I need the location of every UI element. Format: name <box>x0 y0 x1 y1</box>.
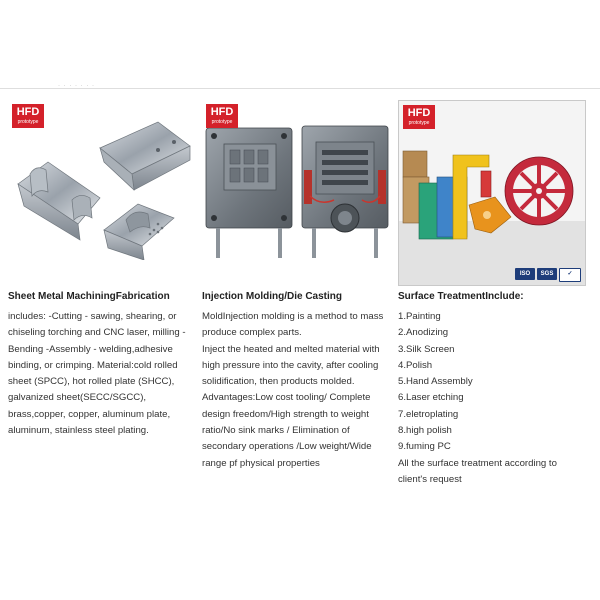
hfd-logo: HFD prototype <box>206 104 238 128</box>
service-description <box>8 309 200 439</box>
description-paragraph: includes: -Cutting - sawing, shearing, or chiseling torching and CNC laser, milling -Bending -Assembly - welding,adhesive binding, or crimping. Material:cold rolled sheet (SPCC), hot rolled plate (SHCC), galvanized sheet(SECC/SGCC), brass,copper, copper, aluminum plate, aluminum, stainless steel plating. <box>8 311 186 437</box>
sgs-cert-badge: SGS <box>537 268 557 280</box>
list-item: 5.Hand Assembly <box>398 376 473 388</box>
service-description <box>202 309 394 472</box>
list-item: 4.Polish <box>398 359 433 371</box>
list-item: 2.Anodizing <box>398 327 449 339</box>
service-title: Injection Molding/Die Casting <box>202 291 342 302</box>
injection-mold-photo[interactable] <box>202 100 390 260</box>
hfd-logo: HFD prototype <box>12 104 44 128</box>
quality-cert-icon: ✓ <box>559 268 581 282</box>
service-title: Sheet Metal MachiningFabrication <box>8 291 170 302</box>
service-card-injection-molding <box>202 100 394 472</box>
hfd-logo: HFD prototype <box>403 105 435 129</box>
list-item: 8.high polish <box>398 425 452 437</box>
description-paragraph: MoldInjection molding is a method to mass produce complex parts. <box>202 311 384 339</box>
service-card-surface-treatment <box>398 100 588 488</box>
list-item: 9.fuming PC <box>398 441 451 453</box>
certification-badges <box>515 268 581 282</box>
list-item: 6.Laser etching <box>398 392 464 404</box>
sheet-metal-photo[interactable] <box>8 100 196 260</box>
description-paragraph: Advantages:Low cost tooling/ Complete design freedom/High strength to weight ratio/No sink marks / Elimination of secondary operations /Low weight/Wide range pf physical properties <box>202 392 372 469</box>
list-item: 1.Painting <box>398 311 441 322</box>
service-card-sheet-metal <box>8 100 200 439</box>
list-item: 3.Silk Screen <box>398 343 455 355</box>
list-item: 7.eletroplating <box>398 408 459 420</box>
service-title: Surface TreatmentInclude: <box>398 291 524 302</box>
description-paragraph: Inject the heated and melted material with high pressure into the cavity, after cooling solidification, then products molded. <box>202 343 380 388</box>
treatment-list <box>398 309 588 488</box>
iso-cert-badge: ISO <box>515 268 535 280</box>
surface-treatment-photo[interactable] <box>398 100 586 286</box>
cropped-text-fragment: · · · · · · · <box>58 83 95 89</box>
list-item: All the surface treatment according to client's request <box>398 457 557 485</box>
